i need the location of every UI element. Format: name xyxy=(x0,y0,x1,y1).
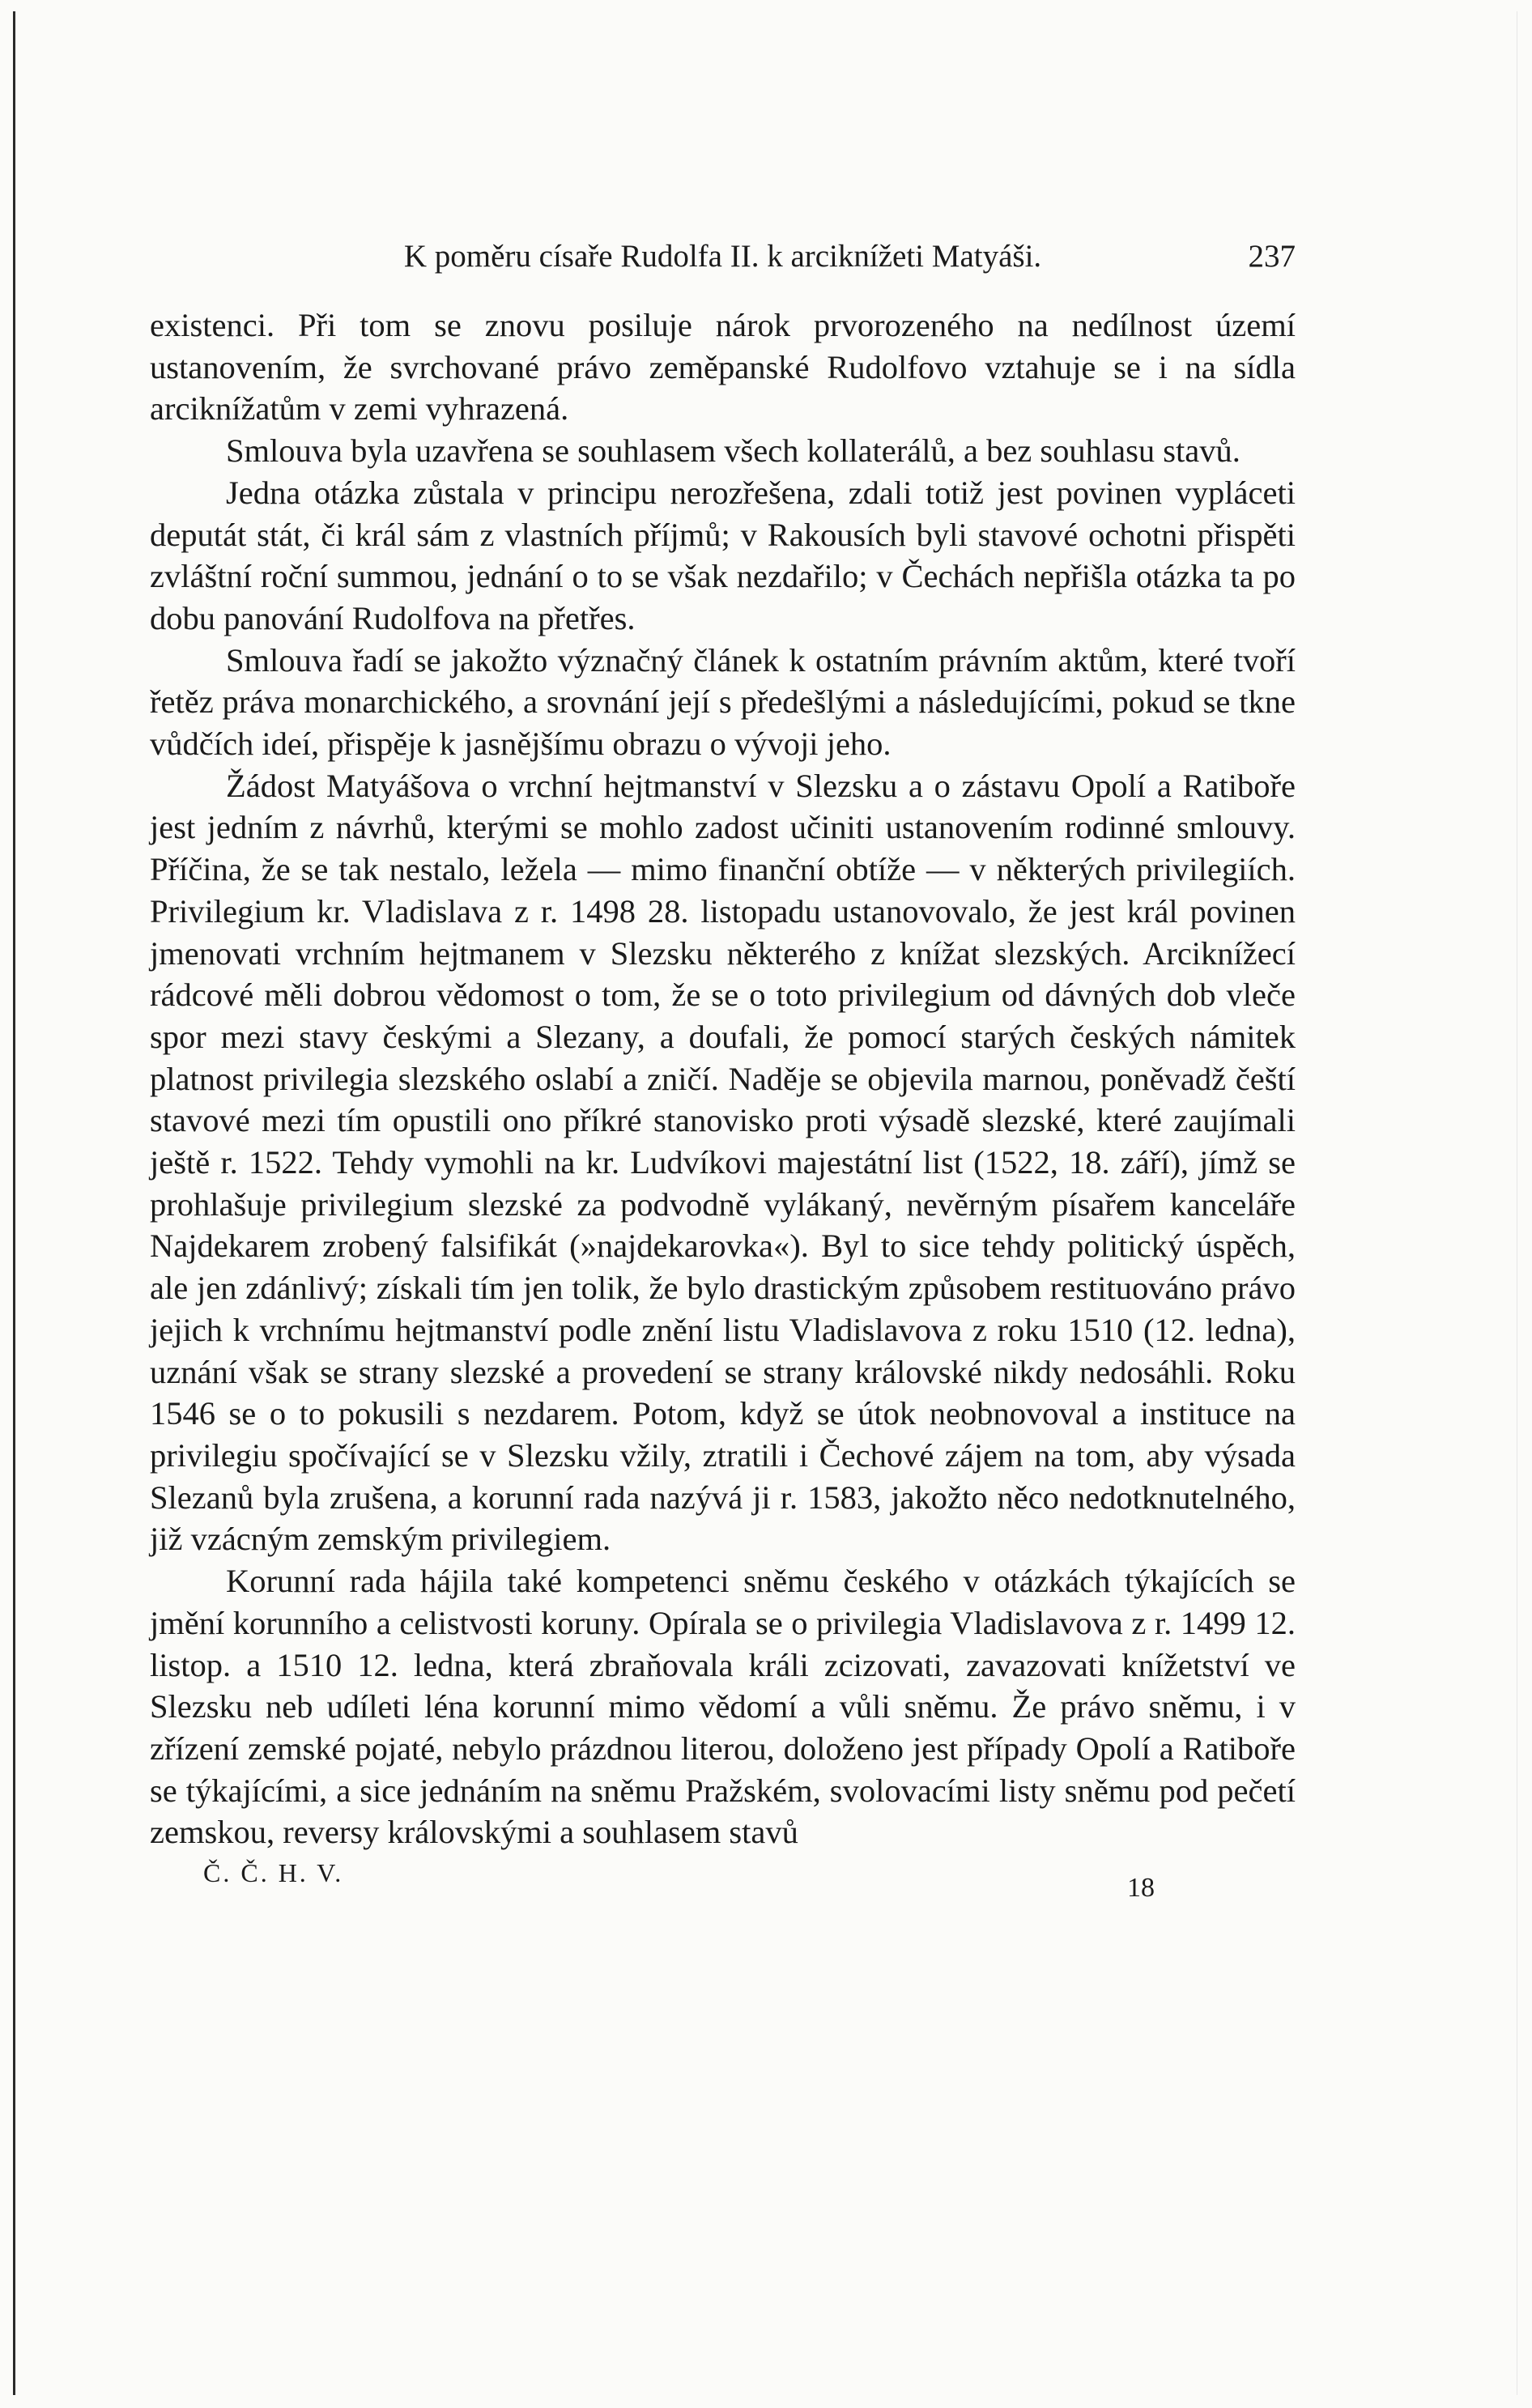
printer-signature: Č. Č. H. V. xyxy=(203,1858,344,1888)
sheet-number: 18 xyxy=(1127,1873,1155,1904)
paragraph-2: Smlouva byla uzavřena se souhlasem všech kollaterálů, a bez souhlasu stavů. xyxy=(226,432,1240,470)
running-title: K poměru císaře Rudolfa II. k arciknížeti Matyáši. xyxy=(403,239,1042,274)
page-number: 237 xyxy=(1248,239,1296,274)
body-text xyxy=(150,304,1296,1853)
page-footer xyxy=(150,1858,1296,1907)
book-page xyxy=(150,236,1296,1907)
paragraph-5: Žádost Matyášova o vrchní hejtmanství v Slezsku a o zástavu Opolí a Ratiboře jest jedním z návrhů, kterými se mohlo zadost učiniti ustanovením rodinné smlouvy. Příčina, že se tak nestalo, ležela — mimo finanční obtíže — v některých privilegiích. Privilegium kr. Vladislava z r. 1498 28. listopadu ustanovovalo, že jest král povinen jmenovati vrchním hejtmanem v Slezsku některého z knížat slezských. Arciknížecí rádcové měli dobrou vědomost o tom, že se o toto privilegium od dávných dob vleče spor mezi stavy českými a Slezany, a doufali, že pomocí starých českých námitek platnost privilegia slezského oslabí a zničí. Naděje se objevila marnou, poněvadž čeští stavové mezi tím opustili ono příkré stanovisko proti výsadě slezské, které zaujímali ještě r. 1522. Tehdy vymohli na kr. Ludvíkovi majestátní list (1522, 18. září), jímž se prohlašuje privilegium slezské za podvodně vylákaný, nevěrným písařem kanceláře Najdekarem zrobený falsifikát (»najdekarovka«). Byl to sice tehdy politický úspěch, ale jen zdánlivý; získali tím jen tolik, že bylo drastickým způsobem restituováno právo jejich k vrchnímu hejtmanství podle znění listu Vladislavova z roku 1510 (12. ledna), uznání však se strany slezské a provedení se strany královské nikdy nedosáhli. Roku 1546 se o to pokusili s nezdarem. Potom, když se útok neobnovoval a instituce na privilegiu spočívající se v Slezsku vžily, ztratili i Čechové zájem na tom, aby výsada Slezanů byla zrušena, a korunní rada nazývá ji r. 1583, jakožto něco nedotknutelného, již vzácným zemským privilegiem. xyxy=(150,767,1296,1558)
paragraph-4: Smlouva řadí se jakožto význačný článek k ostatním právním aktům, které tvoří řetěz práva monarchického, a srovnání její s předešlými a následujícími, pokud se tkne vůdčích ideí, přispěje k jasnějšímu obrazu o vývoji jeho. xyxy=(150,641,1296,763)
paragraph-6: Korunní rada hájila také kompetenci sněmu českého v otázkách týkajících se jmění korunního a celistvosti koruny. Opírala se o privilegia Vladislavova z r. 1499 12. listop. a 1510 12. ledna, která zbraňovala králi zcizovati, zavazovati knížetství ve Slezsku neb udíleti léna korunní mimo vědomí a vůli sněmu. Že právo sněmu, i v zřízení zemské pojaté, nebylo prázdnou literou, doloženo jest případy Opolí a Ratiboře se týkajícími, a sice jednáním na sněmu Pražském, svolovacími listy sněmu pod pečetí zemskou, reversy královskými a souhlasem stavů xyxy=(150,1563,1296,1851)
running-header xyxy=(150,236,1296,277)
paragraph-1: existenci. Při tom se znovu posiluje nárok prvorozeného na nedílnost území ustanovením, že svrchované právo zeměpanské Rudolfovo vztahuje se i na sídla arciknížatům v zemi vyhrazená. xyxy=(150,307,1296,428)
paragraph-3: Jedna otázka zůstala v principu nerozřešena, zdali totiž jest povinen vypláceti deputát stát, či král sám z vlastních příjmů; v Rakousích byli stavové ochotni přispěti zvláštní roční summou, jednání o to se však nezdařilo; v Čechách nepřišla otázka ta po dobu panování Rudolfova na přetřes. xyxy=(150,474,1296,636)
